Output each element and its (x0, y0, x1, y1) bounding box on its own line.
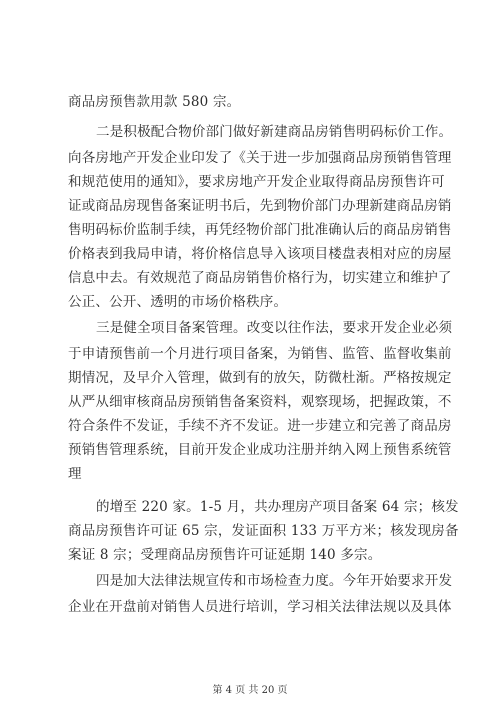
text-line: 售明码标价监制手续，再凭经物价部门批准确认后的商品房销售 (68, 222, 452, 238)
text-line: 案证 8 宗；受理商品房预售许可证延期 140 多宗。 (68, 547, 382, 563)
text-line: 和规范使用的通知》，要求房地产开发企业取得商品房预售许可 (68, 174, 445, 190)
text-line: 向各房地产开发企业印发了《关于进一步加强商品房预销售管理 (68, 150, 452, 166)
text-line: 信息中去。有效规范了商品房销售价格行为，切实建立和维护了 (68, 270, 452, 286)
text-line: 商品房预售款用款 580 宗。 (68, 94, 241, 110)
paragraph-start: 二是积极配合物价部门做好新建商品房销售明码标价工作。 (96, 124, 453, 140)
text-line: 公正、公开、透明的市场价格秩序。 (68, 294, 288, 310)
text-line: 从严从细审核商品房预销售备案资料，观察现场，把握政策，不 (68, 394, 452, 410)
text-line: 理 (68, 466, 82, 482)
text-line: 价格表到我局申请，将价格信息导入该项目楼盘表相对应的房屋 (68, 246, 452, 262)
paragraph-start: 四是加大法律法规宣传和市场检查力度。今年开始要求开发 (96, 573, 453, 589)
text-line: 证或商品房现售备案证明书后，先到物价部门办理新建商品房销 (68, 198, 452, 214)
text-line: 期情况，及早介入管理，做到有的放矢，防微杜渐。严格按规定 (68, 370, 452, 386)
text-line: 符合条件不发证，手续不齐不发证。进一步建立和完善了商品房 (68, 418, 452, 434)
text-line: 商品房预售许可证 65 宗，发证面积 133 万平方米；核发现房备 (68, 523, 459, 539)
text-line: 预销售管理系统，目前开发企业成功注册并纳入网上预售系统管 (68, 442, 452, 458)
page-number-footer: 第 4 页 共 20 页 (212, 685, 288, 696)
text-line: 的增至 220 家。1-5 月，共办理房产项目备案 64 宗；核发 (96, 499, 459, 515)
paragraph-start: 三是健全项目备案管理。改变以往作法，要求开发企业必须 (96, 320, 453, 336)
text-line: 于申请预售前一个月进行项目备案，为销售、监管、监督收集前 (68, 346, 452, 362)
text-line: 企业在开盘前对销售人员进行培训，学习相关法律法规以及具体 (68, 599, 452, 615)
